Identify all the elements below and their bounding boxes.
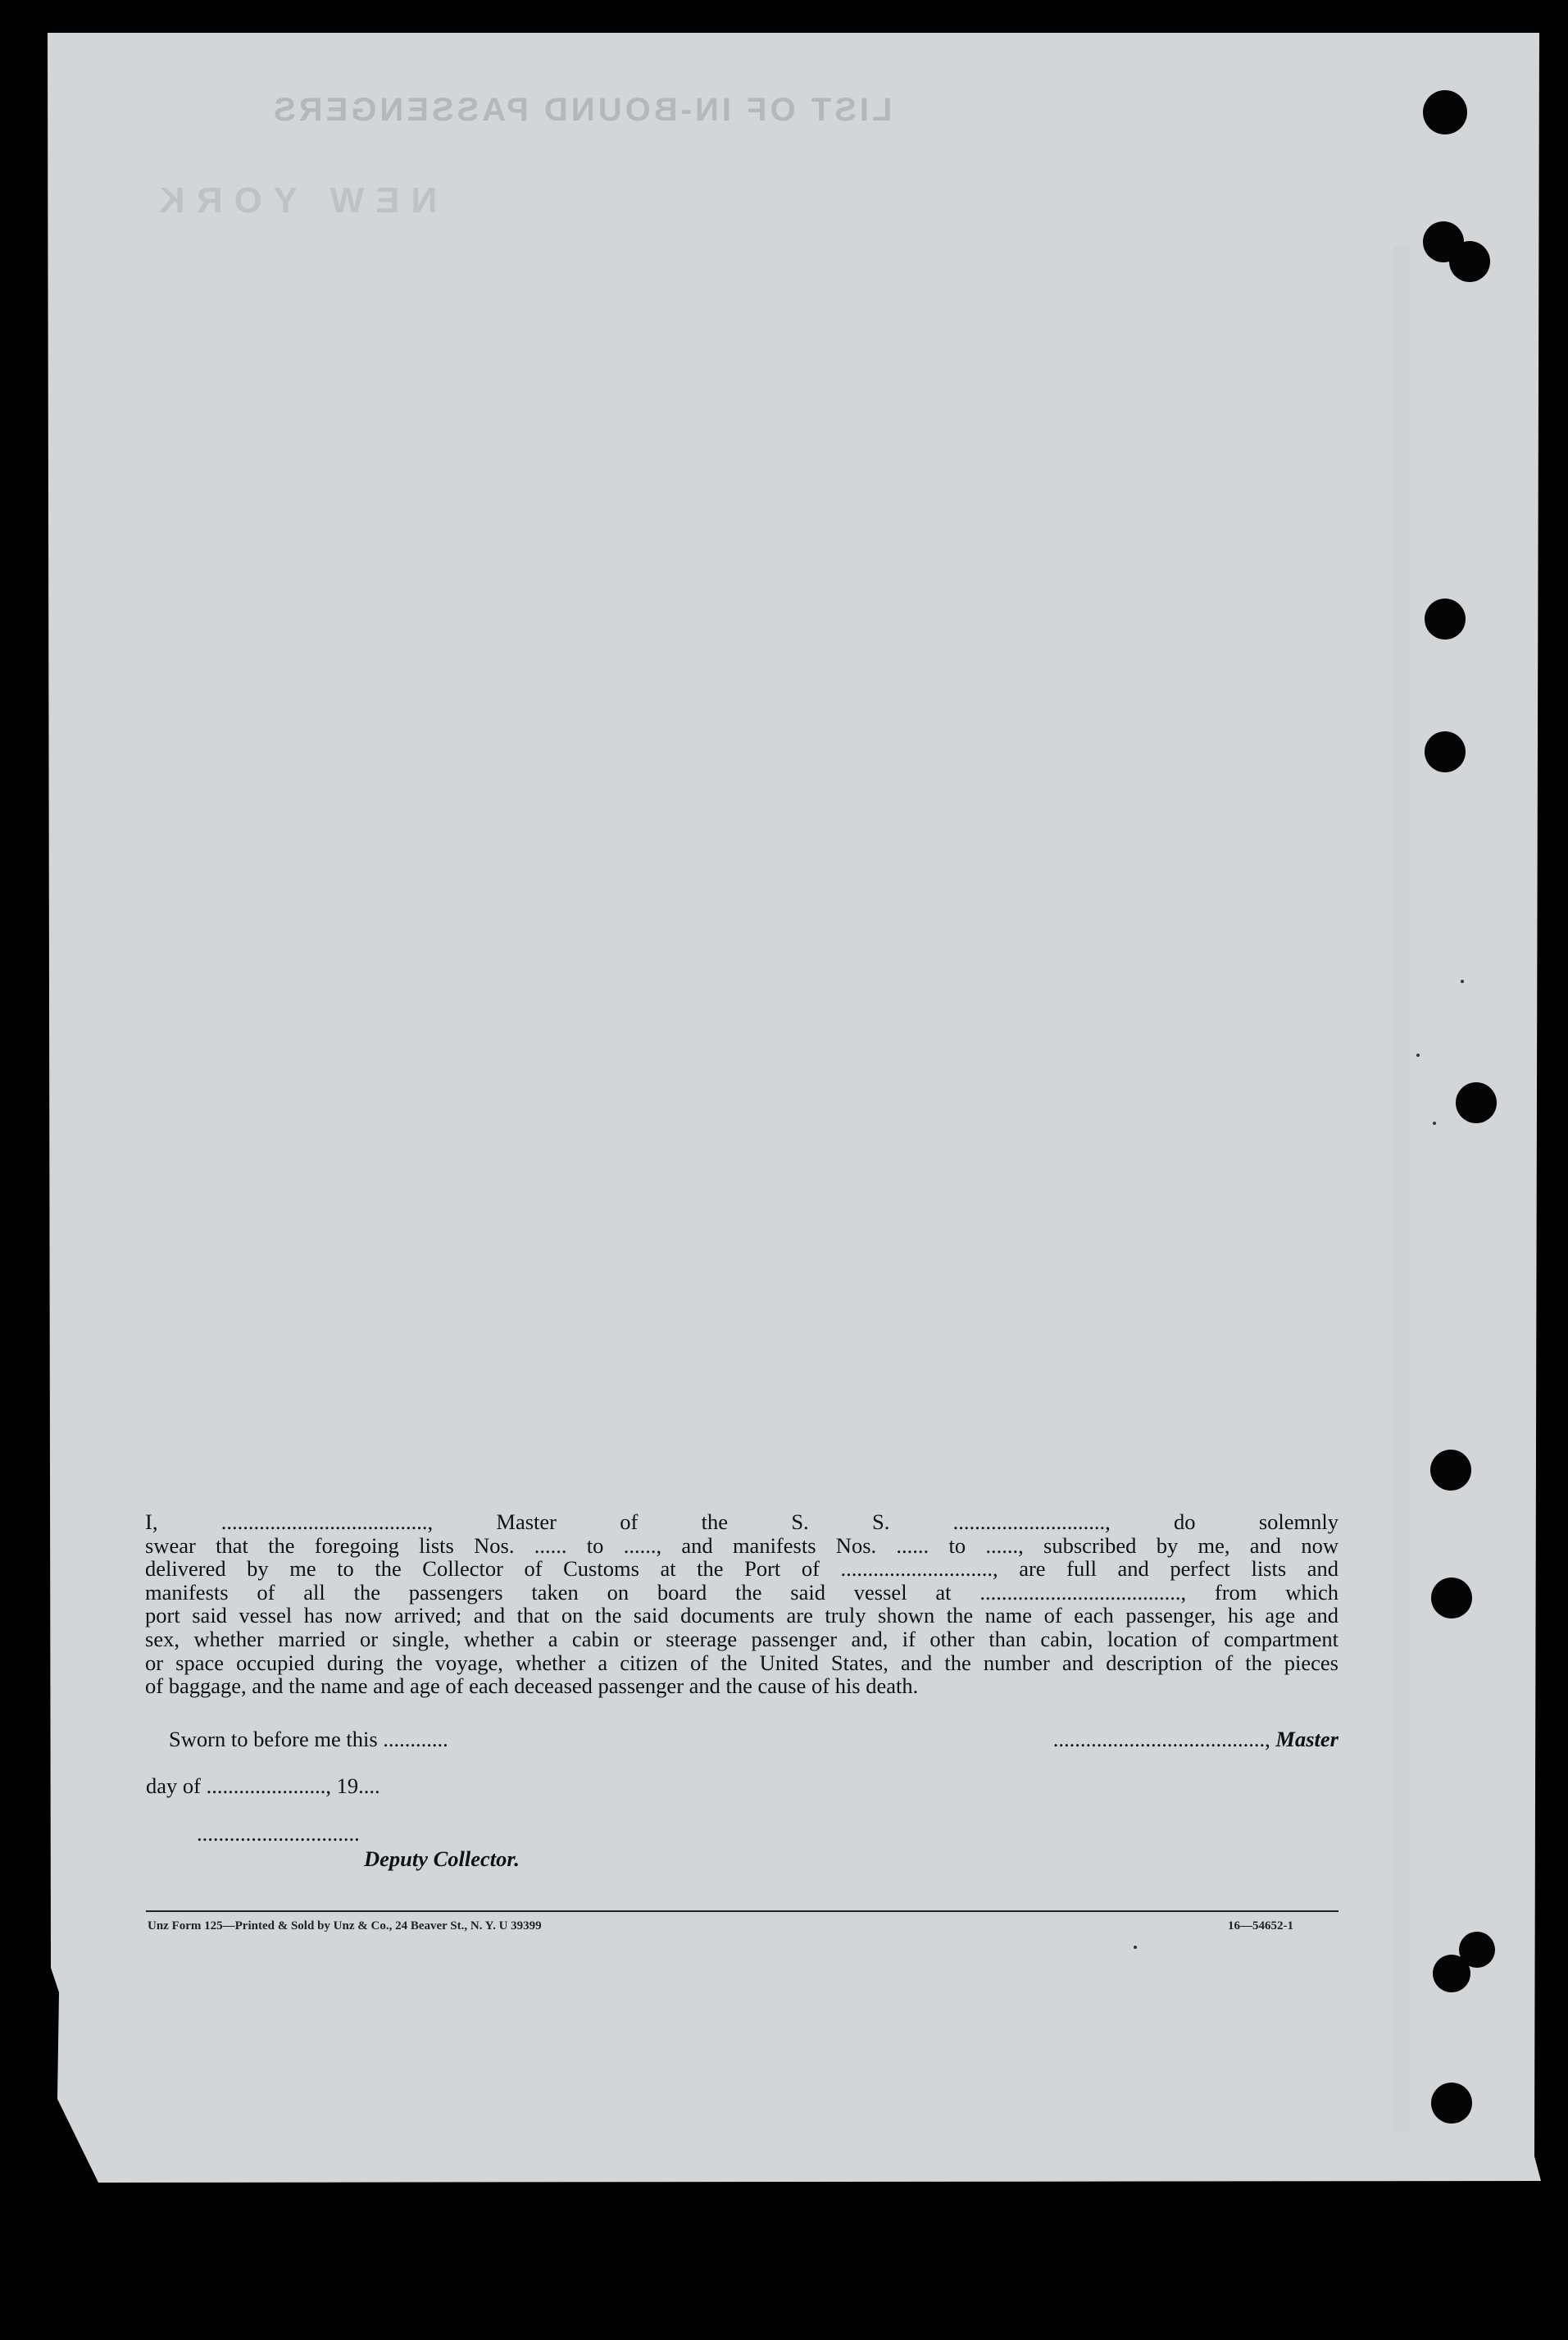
oath-line: delivered by me to the Collector of Customs at the Port of ............................, are full and perfect lists and <box>145 1556 1338 1582</box>
date-line: day of ......................, 19.... <box>146 1773 380 1798</box>
master-oath-paragraph <box>145 1510 1338 1698</box>
oath-line: I, ......................................, Master of the S. S. ............................, do solemnly <box>145 1509 1338 1534</box>
deputy-collector-signature-line: .............................. <box>197 1821 360 1846</box>
footer-rule <box>146 1910 1338 1912</box>
paper-surface <box>48 33 1541 2183</box>
speck <box>1416 1054 1420 1057</box>
bleed-through-port: NEW YORK <box>148 180 438 221</box>
oath-line: sex, whether married or single, whether a cabin or steerage passenger and, if other than cabin, location of compartment <box>145 1626 1338 1651</box>
binder-hole <box>1456 1082 1497 1123</box>
printer-imprint: Unz Form 125—Printed & Sold by Unz & Co., 24 Beaver St., N. Y. U 39399 <box>148 1919 542 1933</box>
form-number: 16—54652-1 <box>1228 1919 1293 1933</box>
oath-line: manifests of all the passengers taken on board the said vessel at ....................................., from which <box>145 1579 1338 1605</box>
binder-hole <box>1431 2083 1472 2124</box>
speck <box>1433 1122 1436 1125</box>
binder-hole <box>1433 1955 1470 1992</box>
master-signature-line <box>820 1727 1338 1752</box>
speck <box>1134 1946 1137 1949</box>
page-edge-strip <box>1393 246 1410 2132</box>
binder-hole <box>1430 1450 1471 1491</box>
binder-hole <box>1423 90 1467 134</box>
oath-line: or space occupied during the voyage, whether a citizen of the United States, and the number and description of the pieces <box>145 1650 1338 1675</box>
oath-line: swear that the foregoing lists Nos. ...... to ......, and manifests Nos. ...... to ......, subscribed by me, and now <box>145 1532 1338 1558</box>
binder-hole <box>1449 241 1490 282</box>
deputy-collector-label: Deputy Collector. <box>364 1846 520 1871</box>
oath-line: of baggage, and the name and age of each deceased passenger and the cause of his death. <box>145 1673 919 1699</box>
bleed-through-header: LIST OF IN-BOUND PASSENGERS <box>270 92 893 128</box>
master-signature-dots: ......................................., <box>1052 1727 1270 1751</box>
master-label: Master <box>1275 1727 1338 1751</box>
binder-hole <box>1425 731 1466 772</box>
sworn-before-line: Sworn to before me this ............ <box>169 1727 448 1751</box>
oath-line: port said vessel has now arrived; and that on the said documents are truly shown the name of each passenger, his age and <box>145 1603 1338 1628</box>
binder-hole <box>1425 599 1466 640</box>
binder-hole <box>1431 1577 1472 1618</box>
speck <box>1461 980 1464 983</box>
